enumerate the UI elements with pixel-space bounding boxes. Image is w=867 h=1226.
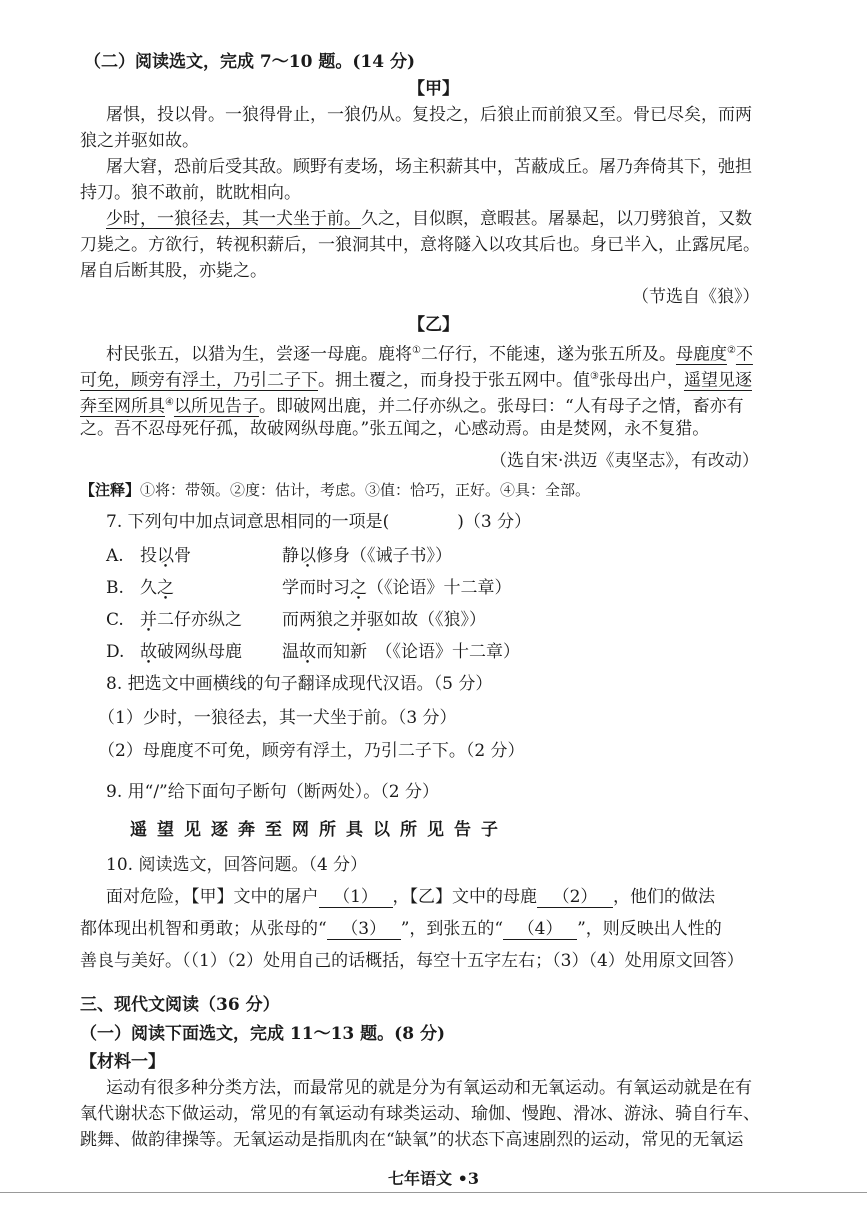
q7-option-letter: C.: [106, 610, 124, 630]
section-2-heading: （二）阅读选文，完成 7～10 题。(14 分): [84, 52, 415, 72]
yi-line2-a: 。拥土覆之，而身投于张五网中。值: [318, 370, 590, 391]
jia-p2-line2: 持刀。狼不敢前，眈眈相向。: [80, 183, 301, 203]
q10-line1-c: ，他们的做法: [613, 887, 715, 907]
answer-blank-4[interactable]: （4）: [503, 919, 577, 940]
material-1-line1: 运动有很多种分类方法，而最常见的就是分为有氧运动和无氧运动。有氧运动就是在有: [106, 1078, 752, 1098]
phrase-text: 修身（《诫子书》）: [316, 546, 452, 566]
notes-label: 【注释】: [80, 481, 141, 499]
notes-text: ①将：带领。②度：估计，考虑。③值：恰巧，正好。④具：全部。: [140, 481, 591, 499]
phrase-text: 骨: [174, 546, 191, 566]
notes: [80, 478, 590, 502]
dotted-word: 之: [157, 578, 174, 598]
q8-stem: 8. 把选文中画横线的句子翻译成现代汉语。（5 分）: [106, 674, 493, 694]
note-marker-2: ②: [726, 345, 736, 356]
q7-stem: 7. 下列句中加点词意思相同的一项是( )（3 分）: [106, 512, 532, 532]
yi-line1-a: 村民张五，以猎为生，尝逐一母鹿。鹿将: [106, 344, 412, 365]
q7-option-letter: B.: [106, 578, 124, 598]
phrase-text: 破网纵母鹿: [157, 642, 242, 662]
yi-title: 【乙】: [408, 315, 459, 335]
q7-option-phrase-a: [140, 576, 174, 600]
dotted-word: 故: [299, 642, 316, 662]
jia-p3-line1-rest: 久之，目似瞑，意暇甚。屠暴起，以刀劈狼首，又数: [361, 209, 752, 229]
yi-line1: [106, 339, 753, 367]
q10-line3: 善良与美好。（（1）（2）处用自己的话概括，每空十五字左右；（3）（4）处用原文回答）: [80, 951, 744, 971]
q10-stem: 10. 阅读选文，回答问题。（4 分）: [106, 855, 368, 875]
q7-option-phrase-b: [282, 608, 486, 632]
material-1-line2: 氧代谢状态下做运动，常见的有氧运动有球类运动、瑜伽、慢跑、滑冰、游泳、骑自行车、: [80, 1104, 760, 1124]
answer-blank-3[interactable]: （3）: [327, 919, 401, 940]
q10-line2-a: 都体现出机智和勇敢；从张母的“: [80, 919, 327, 939]
phrase-text: 静: [282, 546, 299, 566]
q7-option-phrase-b: [282, 640, 520, 664]
jia-title: 【甲】: [408, 79, 459, 99]
note-marker-3: ③: [590, 371, 599, 382]
q7-option-phrase-b: [282, 544, 452, 568]
phrase-text: 学而时习: [282, 578, 350, 598]
phrase-text: （《论语》十二章）: [367, 578, 512, 598]
dotted-word: 故: [140, 642, 157, 662]
phrase-text: 久: [140, 578, 157, 598]
q9-sentence: 遥望见逐奔至网所具以所见告子: [130, 820, 508, 840]
dotted-word: 之: [350, 578, 367, 598]
q7-option-letter: A.: [106, 546, 124, 566]
underlined-sentence-1: 少时，一狼径去，其一犬坐于前。: [106, 209, 361, 229]
q10-line2-b: ”，到张五的“: [400, 919, 504, 939]
underlined-sentence-2a: 母鹿度: [675, 344, 727, 365]
q10-line1-a: 面对危险，【甲】文中的屠户: [106, 887, 319, 907]
q10-line1: [106, 885, 715, 909]
jia-p3-line1: [106, 207, 752, 231]
dotted-word: 以: [299, 546, 316, 566]
material-1-line3: 跳舞、做韵律操等。无氧运动是指肌肉在“缺氧”的状态下高速剧烈的运动，常见的无氧运: [80, 1130, 744, 1150]
phrase-text: 投: [140, 546, 157, 566]
jia-p3-line2: 刀毙之。方欲行，转视积薪后，一狼洞其中，意将隧入以攻其后也。身已半入，止露尻尾。: [80, 235, 760, 255]
q7-option-phrase-a: [140, 608, 242, 632]
dotted-word: 并: [140, 610, 157, 630]
q9-stem: 9. 用“/”给下面句子断句（断两处）。（2 分）: [106, 782, 439, 802]
yi-line3: [80, 391, 744, 419]
yi-line4: 之。吾不忍母死仔孤，故破网纵母鹿。”张五闻之，心感动焉。由是焚网，永不复猎。: [80, 419, 710, 439]
page-footer: 七年语文 •3: [388, 1169, 479, 1188]
answer-blank-1[interactable]: （1）: [319, 887, 393, 908]
underlined-sentence-2b: 不: [735, 344, 753, 365]
answer-blank-2[interactable]: （2）: [537, 887, 613, 908]
q10-line2-c: ”，则反映出人性的: [577, 919, 722, 939]
q8-sentence-1: （1）少时，一狼径去，其一犬坐于前。（3 分）: [98, 708, 457, 728]
jia-p1-line1: 屠惧，投以骨。一狼得骨止，一狼仍从。复投之，后狼止而前狼又至。骨已尽矣，而两: [106, 105, 752, 125]
q10-line1-b: ，【乙】文中的母鹿: [392, 887, 537, 907]
yi-source: （选自宋·洪迈《夷坚志》，有改动）: [490, 451, 759, 471]
note-marker-1: ①: [412, 345, 421, 356]
jia-p1-line2: 狼之并驱如故。: [80, 131, 199, 151]
material-1-label: 【材料一】: [80, 1052, 165, 1072]
q8-sentence-2: （2）母鹿度不可免，顾旁有浮土，乃引二子下。（2 分）: [98, 741, 525, 761]
underlined-sentence-2c: 可免，顾旁有浮土，乃引二子下: [80, 370, 318, 391]
underlined-sentence-3a: 遥望见逐: [683, 370, 752, 391]
phrase-text: 二仔亦纵之: [157, 610, 242, 630]
jia-p3-line3: 屠自后断其股，亦毙之。: [80, 261, 267, 281]
yi-line3-rest: 。即破网出鹿，并二仔亦纵之。张母曰：“人有母子之情，畜亦有: [258, 396, 744, 417]
q7-option-phrase-b: [282, 576, 512, 600]
q10-line2: [80, 917, 722, 941]
q7-option-letter: D.: [106, 642, 125, 662]
note-marker-4: ④: [165, 397, 174, 408]
phrase-text: 而知新 （《论语》十二章）: [316, 642, 520, 662]
dotted-word: 以: [157, 546, 174, 566]
yi-line1-b: 二仔行，不能速，遂为张五所及。: [420, 344, 676, 365]
q7-option-phrase-a: [140, 640, 242, 664]
yi-line2: [80, 365, 752, 393]
underlined-sentence-3c: 以所见告子: [173, 396, 259, 417]
section-3-sub: （一）阅读下面选文，完成 11～13 题。(8 分): [80, 1024, 445, 1044]
jia-source: （节选自《狼》）: [632, 287, 760, 307]
phrase-text: 而两狼之: [282, 610, 350, 630]
yi-line2-b: 张母出户，: [598, 370, 684, 391]
underlined-sentence-3b: 奔至网所具: [80, 396, 165, 417]
phrase-text: 驱如故（《狼》）: [367, 610, 486, 630]
footer-divider: [0, 1192, 867, 1193]
section-3-heading: 三、现代文阅读（36 分）: [80, 995, 280, 1015]
q7-option-phrase-a: [140, 544, 191, 568]
dotted-word: 并: [350, 610, 367, 630]
jia-p2-line1: 屠大窘，恐前后受其敌。顾野有麦场，场主积薪其中，苫蔽成丘。屠乃奔倚其下，弛担: [106, 157, 752, 177]
phrase-text: 温: [282, 642, 299, 662]
